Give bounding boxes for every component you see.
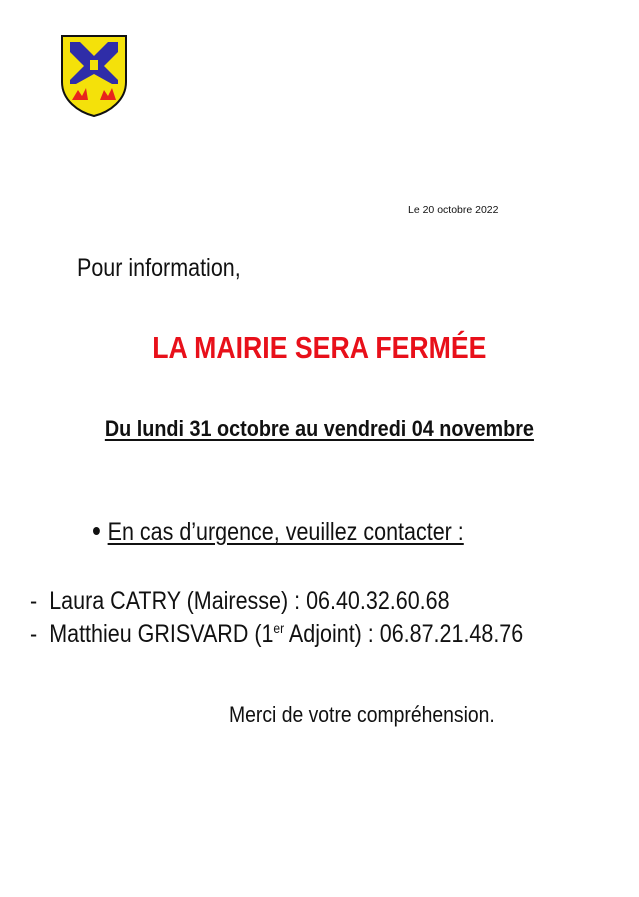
closure-period xyxy=(0,416,639,442)
contact-text: Laura CATRY (Mairesse) : 06.40.32.60.68 xyxy=(49,587,450,615)
contact-text-start: Matthieu GRISVARD (1 xyxy=(49,620,274,648)
crest-logo xyxy=(60,34,128,118)
contact-item xyxy=(30,587,450,616)
dash-marker: - xyxy=(30,587,38,615)
emergency-notice xyxy=(93,518,464,547)
closure-headline-text: LA MAIRIE SERA FERMÉE xyxy=(152,330,487,365)
ordinal-suffix: er xyxy=(273,620,285,636)
closing-text: Merci de votre compréhension. xyxy=(229,702,495,727)
dash-marker: - xyxy=(30,620,38,648)
intro-text: Pour information, xyxy=(77,254,241,282)
crest-shield-icon xyxy=(60,34,128,118)
closure-period-text: Du lundi 31 octobre au vendredi 04 novembre xyxy=(104,416,535,441)
document-date: Le 20 octobre 2022 xyxy=(408,204,499,216)
contact-text-end: Adjoint) : 06.87.21.48.76 xyxy=(284,620,524,648)
contact-item xyxy=(30,620,523,649)
bullet-icon xyxy=(93,527,100,535)
emergency-notice-text: En cas d’urgence, veuillez contacter : xyxy=(107,518,464,546)
closure-headline xyxy=(0,330,639,366)
